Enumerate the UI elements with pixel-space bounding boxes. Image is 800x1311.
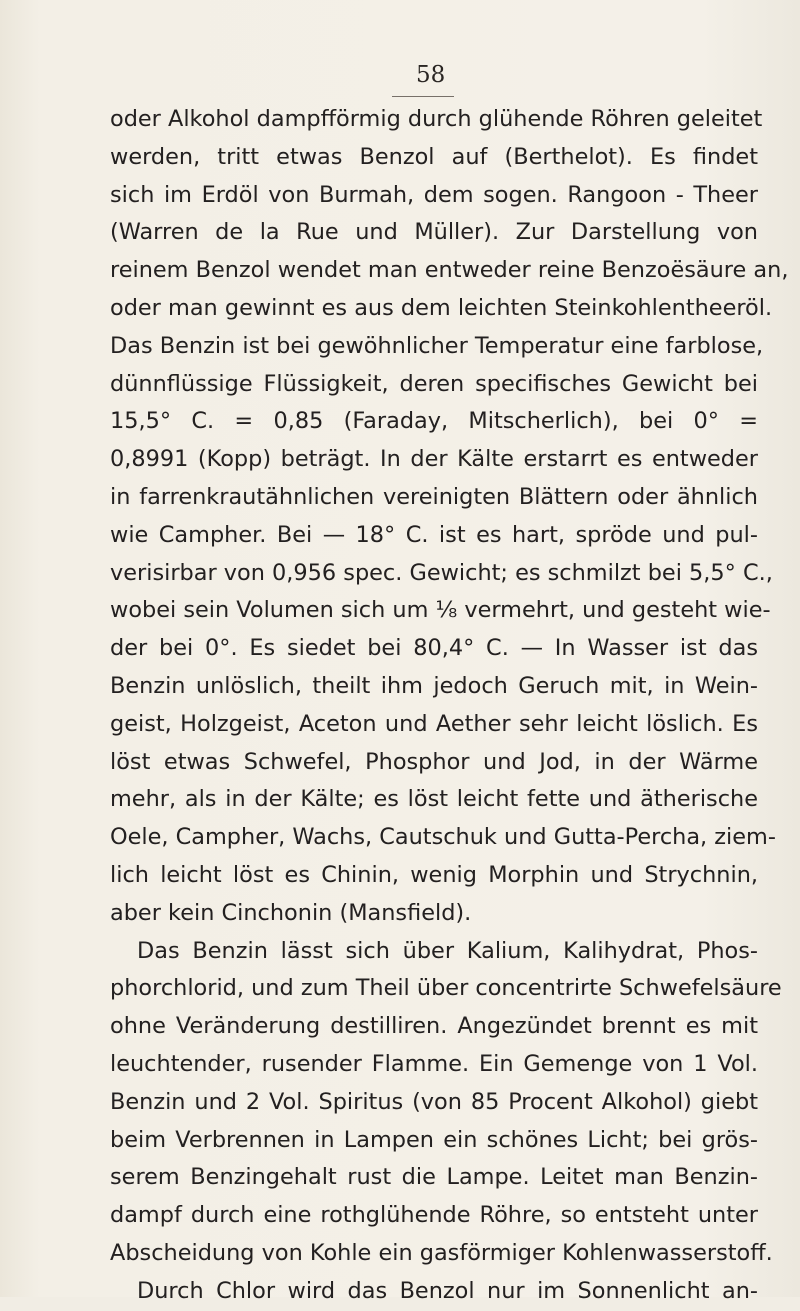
page-number: 58: [416, 62, 446, 88]
text-line: oder man gewinnt es aus dem leichten Steinkohlentheeröl.: [110, 294, 773, 321]
text-line: wobei sein Volumen sich um ⅛ vermehrt, und gesteht wie-: [110, 597, 771, 624]
text-line: (Warren de la Rue und Müller). Zur Darstellung von: [110, 219, 758, 246]
text-line: phorchlorid, und zum Theil über concentrirte Schwefelsäure: [110, 975, 782, 1002]
text-line: 15,5° C. = 0,85 (Faraday, Mitscherlich), bei 0° =: [110, 408, 758, 435]
text-line: lich leicht löst es Chinin, wenig Morphin und Strychnin,: [110, 861, 758, 888]
page-number-rule: [392, 96, 454, 97]
text-line: ohne Veränderung destilliren. Angezündet brennt es mit: [110, 1013, 758, 1040]
text-line: 0,8991 (Kopp) beträgt. In der Kälte erstarrt es entweder: [110, 446, 758, 473]
text-line: Durch Chlor wird das Benzol nur im Sonnenlicht an-: [137, 1277, 758, 1304]
text-line: geist, Holzgeist, Aceton und Aether sehr leicht löslich. Es: [110, 710, 758, 737]
text-line: beim Verbrennen in Lampen ein schönes Licht; bei grös-: [110, 1126, 758, 1153]
text-line: der bei 0°. Es siedet bei 80,4° C. — In Wasser ist das: [110, 635, 758, 662]
text-line: serem Benzingehalt rust die Lampe. Leitet man Benzin-: [110, 1164, 758, 1191]
paragraph-first-line: Das Benzin lässt sich über Kalium, Kalihydrat, Phos-: [137, 937, 758, 964]
text-line: Benzin und 2 Vol. Spiritus (von 85 Procent Alkohol) giebt: [110, 1088, 758, 1115]
text-line: verisirbar von 0,956 spec. Gewicht; es schmilzt bei 5,5° C.,: [110, 559, 773, 586]
text-line: reinem Benzol wendet man entweder reine Benzoësäure an,: [110, 257, 789, 284]
text-line: werden, tritt etwas Benzol auf (Berthelot). Es findet: [110, 143, 758, 170]
text-line: Oele, Campher, Wachs, Cautschuk und Gutta-Percha, ziem-: [110, 824, 776, 851]
text-line: dampf durch eine rothglühende Röhre, so entsteht unter: [110, 1202, 758, 1229]
text-line: Benzin unlöslich, theilt ihm jedoch Geruch mit, in Wein-: [110, 672, 758, 699]
text-line: Das Benzin ist bei gewöhnlicher Temperatur eine farblose,: [110, 332, 764, 359]
text-line: dünnflüssige Flüssigkeit, deren specifisches Gewicht bei: [110, 370, 758, 397]
text-line: oder Alkohol dampfförmig durch glühende Röhren geleitet: [110, 106, 763, 132]
text-line: aber kein Cinchonin (Mansfield).: [110, 899, 472, 926]
text-line: leuchtender, rusender Flamme. Ein Gemenge von 1 Vol.: [110, 1050, 758, 1077]
text-line: Abscheidung von Kohle ein gasförmiger Kohlenwasserstoff.: [110, 1239, 773, 1266]
text-line: sich im Erdöl von Burmah, dem sogen. Rangoon - Theer: [110, 181, 758, 208]
text-line: mehr, als in der Kälte; es löst leicht fette und ätherische: [110, 786, 758, 813]
text-line: wie Campher. Bei — 18° C. ist es hart, spröde und pul-: [110, 521, 758, 548]
text-line: in farrenkrautähnlichen vereinigten Blättern oder ähnlich: [110, 483, 758, 510]
text-line: löst etwas Schwefel, Phosphor und Jod, in der Wärme: [110, 748, 758, 775]
body-text: [110, 101, 789, 1311]
